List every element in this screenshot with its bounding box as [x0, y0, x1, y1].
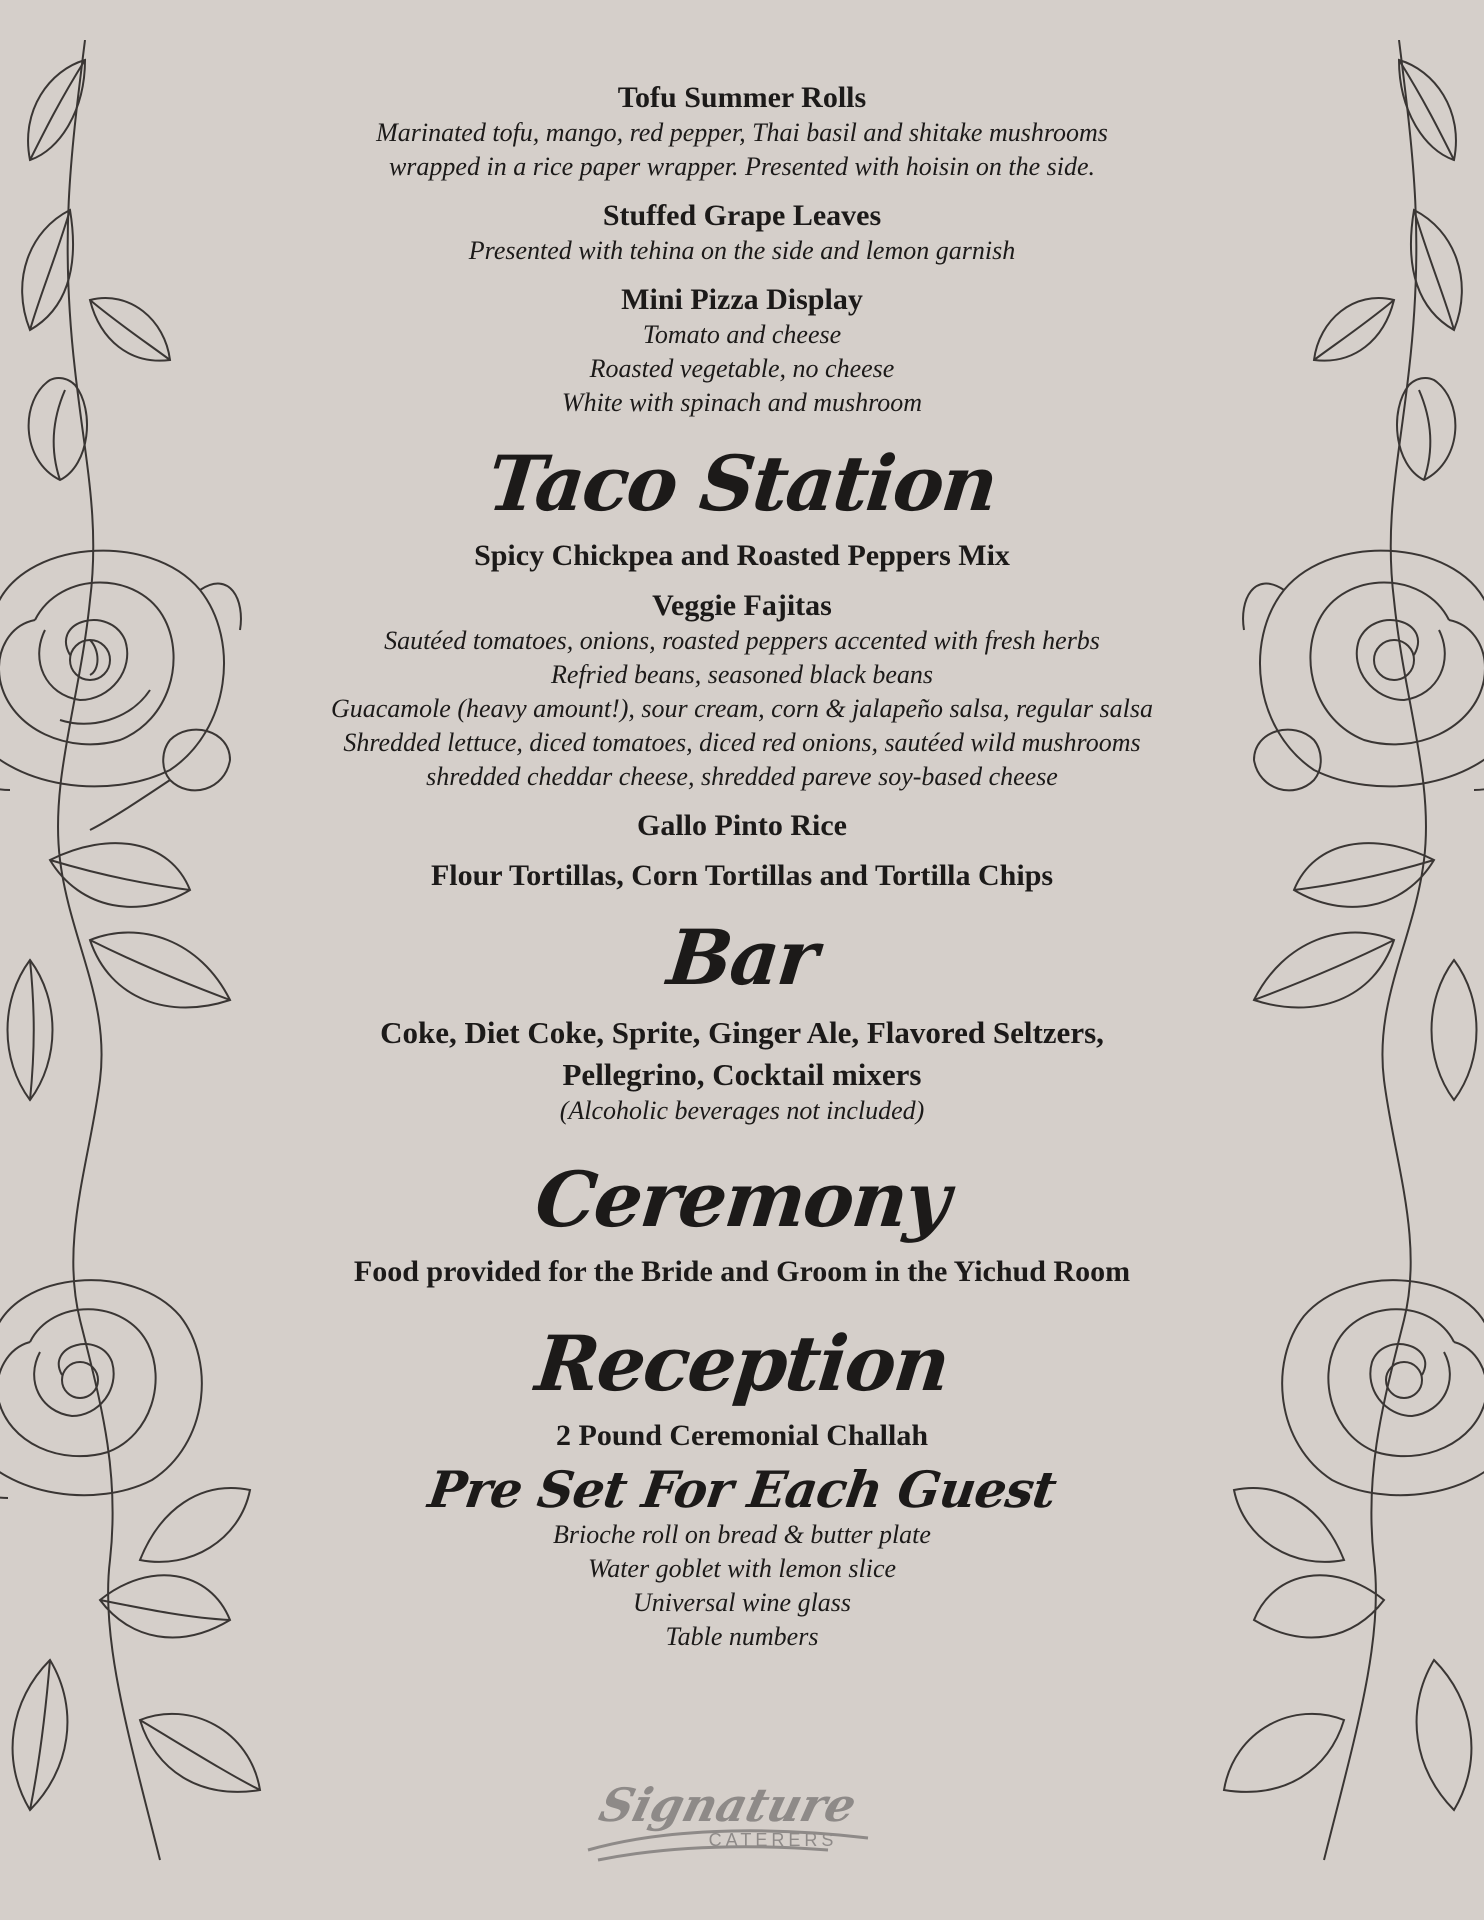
item-title: Flour Tortillas, Corn Tortillas and Tortilla Chips [430, 859, 1054, 892]
item-title: Tofu Summer Rolls [617, 81, 867, 114]
item-description: Marinated tofu, mango, red pepper, Thai basil and shitake mushrooms [376, 118, 1108, 147]
menu-content [290, 80, 1194, 1654]
menu-item-tortillas [290, 858, 1194, 894]
section-heading-taco-station: Taco Station [483, 439, 1001, 528]
menu-item-mini-pizza-display [290, 282, 1194, 420]
pre-set-item: Water goblet with lemon slice [587, 1554, 897, 1583]
item-description: Sautéed tomatoes, onions, roasted peppers accented with fresh herbs [384, 626, 1100, 655]
item-title: Mini Pizza Display [621, 283, 863, 316]
item-description: Tomato and cheese [642, 320, 842, 349]
menu-item-tofu-summer-rolls [290, 80, 1194, 184]
bar-beverages-line: Pellegrino, Cocktail mixers [562, 1057, 922, 1092]
item-description: Presented with tehina on the side and lemon garnish [468, 236, 1016, 265]
item-description: Roasted vegetable, no cheese [589, 354, 895, 383]
item-description: shredded cheddar cheese, shredded pareve soy-based cheese [426, 762, 1058, 791]
item-description: Guacamole (heavy amount!), sour cream, corn & jalapeño salsa, regular salsa [330, 694, 1154, 723]
logo-script-text: Signature [594, 1778, 862, 1832]
item-description: Refried beans, seasoned black beans [551, 660, 933, 689]
menu-item-stuffed-grape-leaves [290, 198, 1194, 268]
section-heading-ceremony: Ceremony [531, 1155, 953, 1244]
item-title: Veggie Fajitas [652, 589, 832, 622]
item-title: Spicy Chickpea and Roasted Peppers Mix [474, 539, 1010, 572]
menu-item-veggie-fajitas [290, 588, 1194, 794]
bar-note: (Alcoholic beverages not included) [559, 1096, 925, 1125]
section-heading-bar: Bar [663, 913, 821, 1002]
item-description: wrapped in a rice paper wrapper. Presented with hoisin on the side. [388, 152, 1096, 181]
pre-set-item: Table numbers [665, 1622, 819, 1651]
item-title: Stuffed Grape Leaves [602, 199, 882, 232]
pre-set-item: Brioche roll on bread & butter plate [553, 1520, 931, 1549]
signature-caterers-logo [578, 1780, 878, 1880]
item-description: Shredded lettuce, diced tomatoes, diced red onions, sautéed wild mushrooms [343, 728, 1141, 757]
rose-vine-right-illustration [1194, 40, 1484, 1900]
menu-item-spicy-chickpea [290, 538, 1194, 574]
item-description: White with spinach and mushroom [561, 388, 923, 417]
ceremony-line: Food provided for the Bride and Groom in the Yichud Room [353, 1255, 1131, 1288]
subheading-pre-set: Pre Set For Each Guest [424, 1460, 1060, 1519]
bar-beverages-line: Coke, Diet Coke, Sprite, Ginger Ale, Flavored Seltzers, [380, 1015, 1104, 1050]
section-heading-reception: Reception [531, 1319, 953, 1408]
rose-vine-left-illustration [0, 40, 290, 1900]
pre-set-item: Universal wine glass [632, 1588, 852, 1617]
item-title: Gallo Pinto Rice [637, 809, 847, 842]
menu-item-gallo-pinto-rice [290, 808, 1194, 844]
reception-line: 2 Pound Ceremonial Challah [556, 1419, 928, 1452]
logo-sub-text: CATERERS [708, 1830, 838, 1850]
